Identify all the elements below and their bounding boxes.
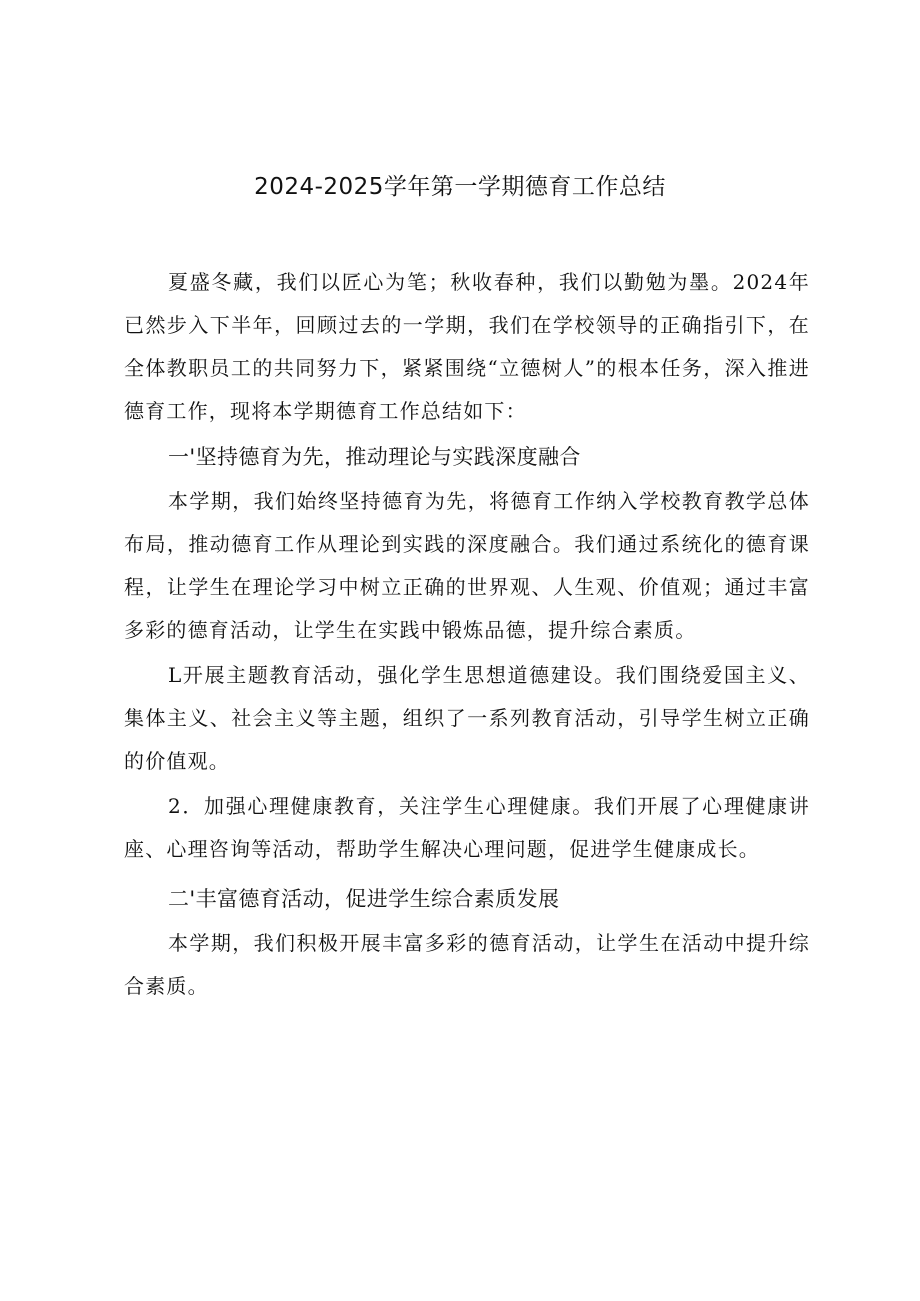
- section-1-paragraph-3: 2．加强心理健康教育，关注学生心理健康。我们开展了心理健康讲座、心理咨询等活动，帮助学生解决心理问题，促进学生健康成长。: [124, 794, 810, 861]
- section-1-heading: 一'坚持德育为先，推动理论与实践深度融合: [168, 445, 581, 469]
- section-2-paragraph-1: 本学期，我们积极开展丰富多彩的德育活动，让学生在活动中提升综合素质。: [124, 931, 810, 998]
- section-2-heading: 二'丰富德育活动，促进学生综合素质发展: [168, 887, 560, 911]
- section-1-paragraph-2: L开展主题教育活动，强化学生思想道德建设。我们围绕爱国主义、集体主义、社会主义等主题，组织了一系列教育活动，引导学生树立正确的价值观。: [124, 663, 810, 773]
- intro-paragraph: 夏盛冬藏，我们以匠心为笔；秋收春种，我们以勤勉为墨。2024年已然步入下半年，回顾过去的一学期，我们在学校领导的正确指引下，在全体教职员工的共同努力下，紧紧围绕“立德树人”的根本任务，深入推进德育工作，现将本学期德育工作总结如下：: [124, 270, 810, 423]
- document-body: [124, 261, 810, 1008]
- document-title: 2024-2025学年第一学期德育工作总结: [254, 174, 666, 200]
- section-1-paragraph-1: 本学期，我们始终坚持德育为先，将德育工作纳入学校教育教学总体布局，推动德育工作从理论到实践的深度融合。我们通过系统化的德育课程，让学生在理论学习中树立正确的世界观、人生观、价值观；通过丰富多彩的德育活动，让学生在实践中锻炼品德，提升综合素质。: [124, 489, 810, 642]
